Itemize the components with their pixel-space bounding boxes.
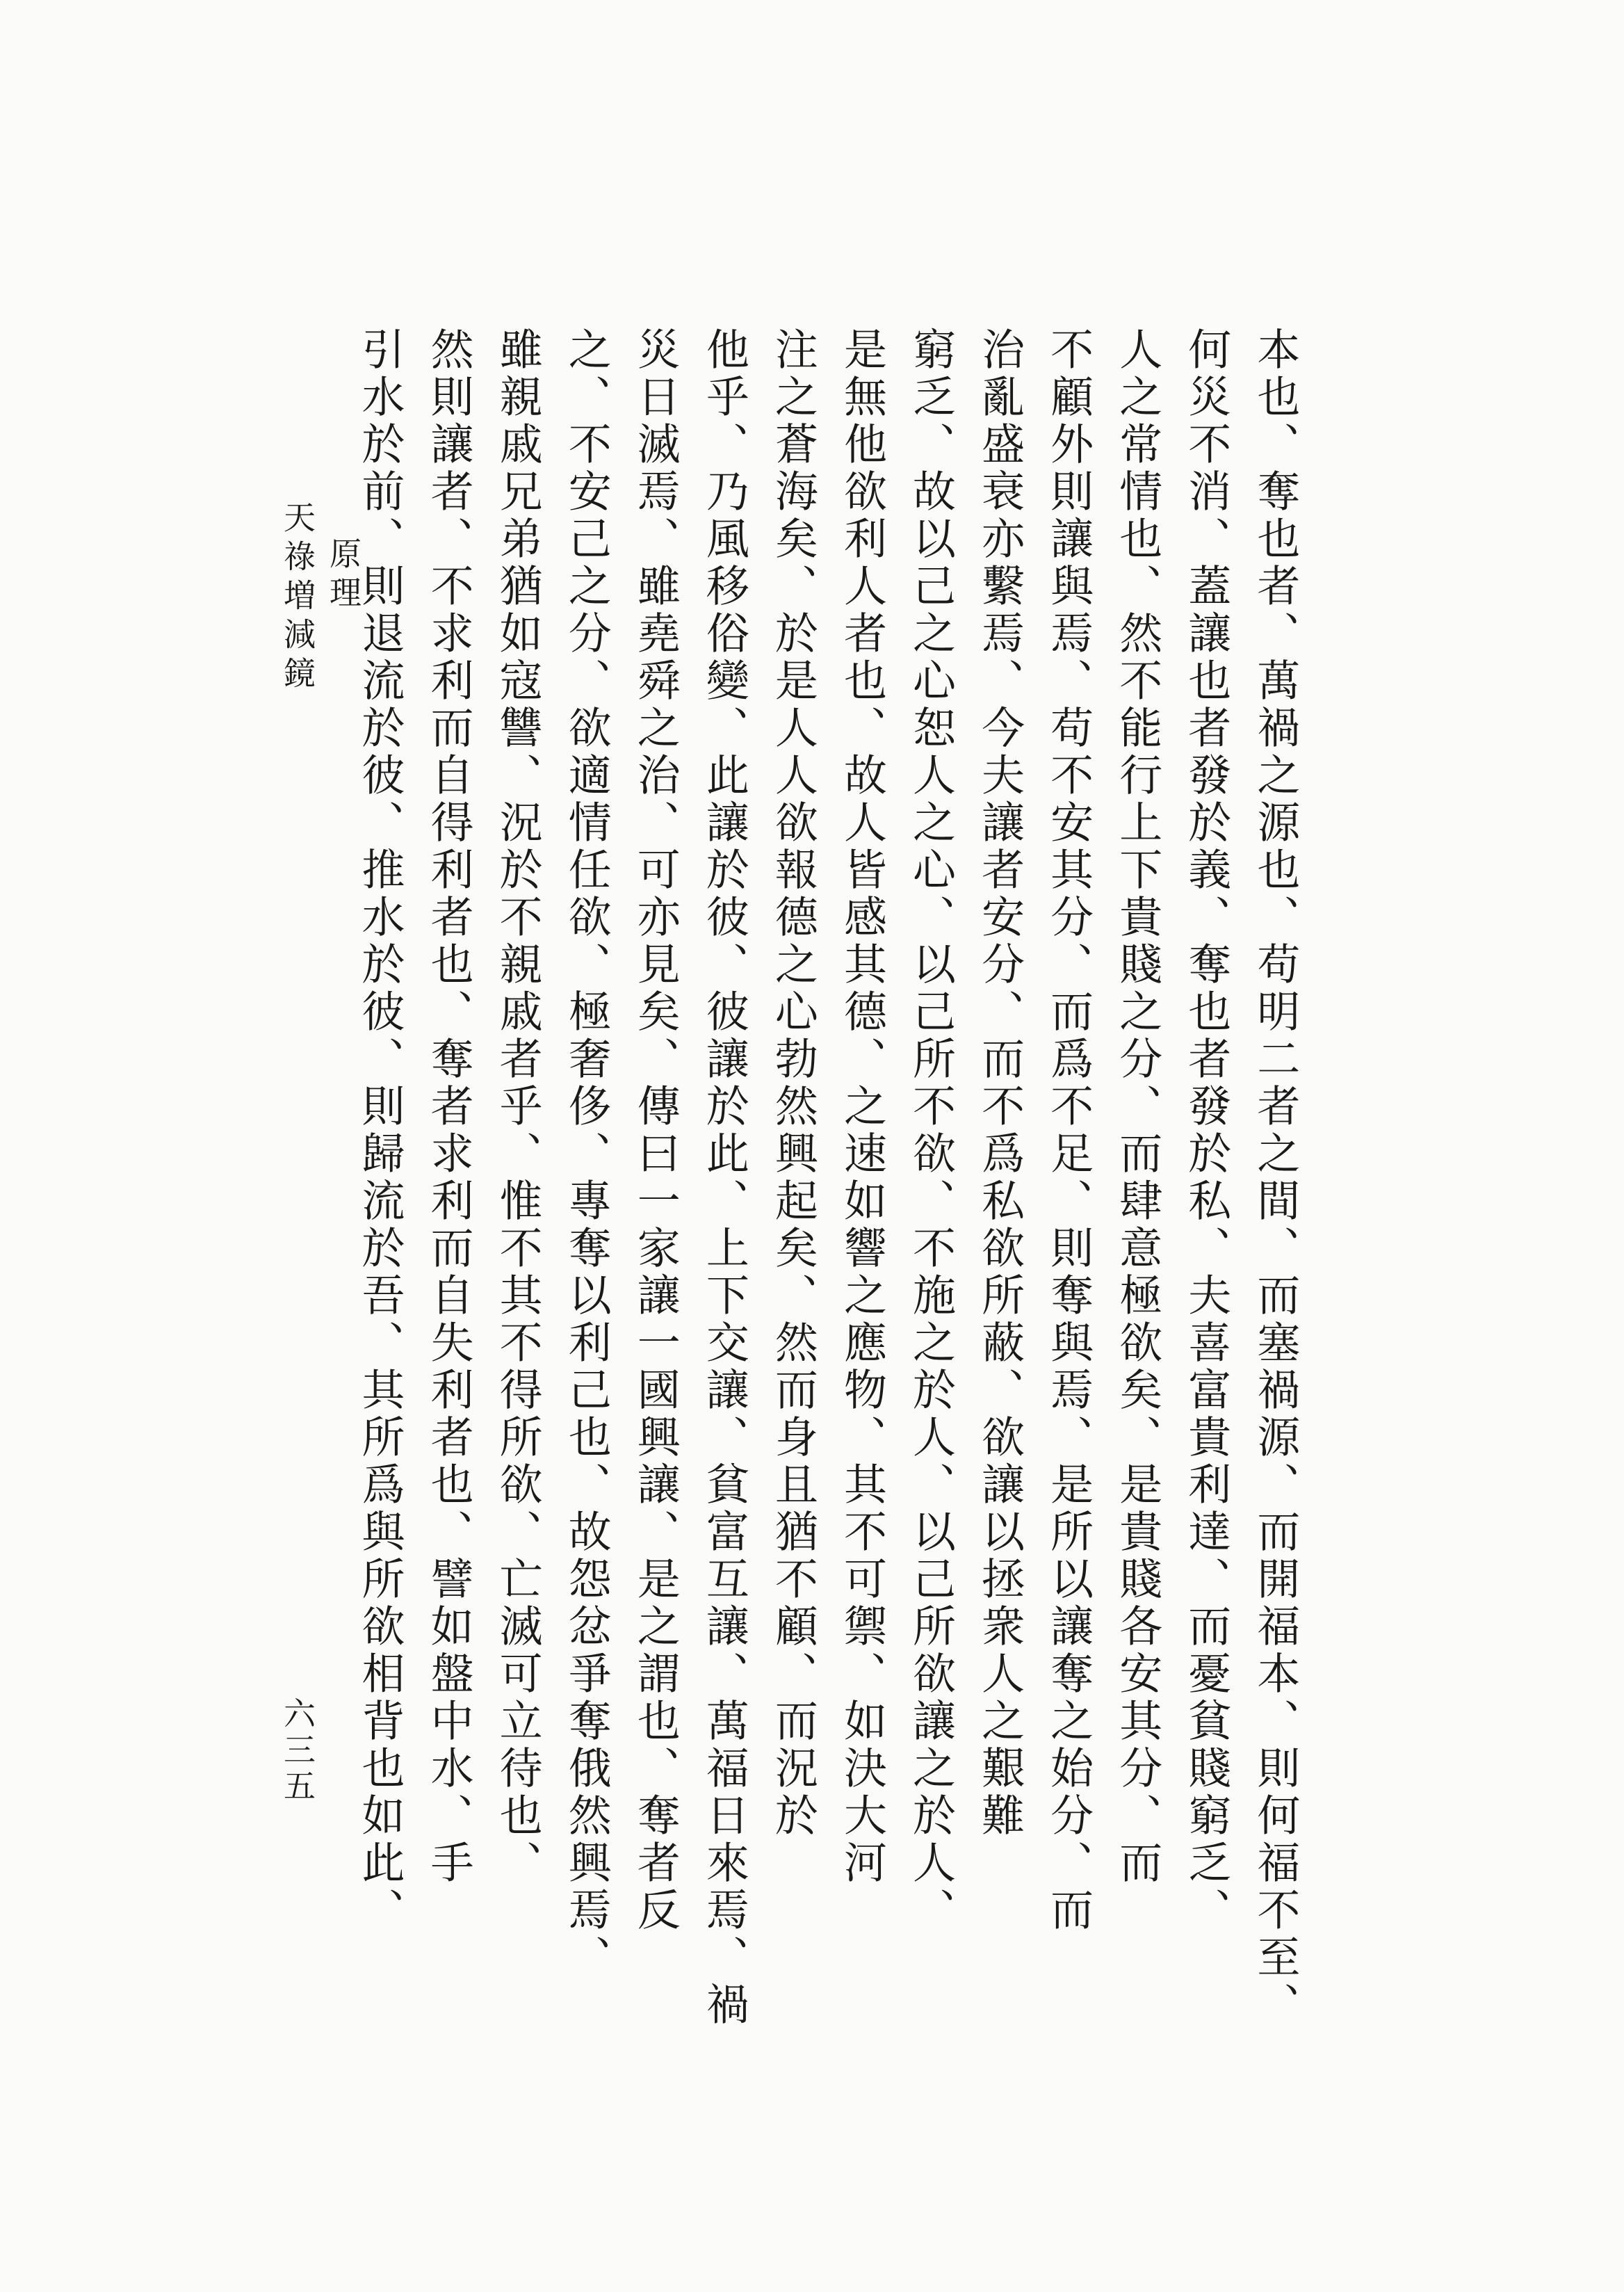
main-text-block [348,327,1307,2218]
text-column-12: 雖親戚兄弟猶如寇讐、況於不親戚者乎、惟不其不得所欲、亡滅可立待也、 [492,327,544,1887]
section-label: 原理 [325,537,362,615]
running-header [275,501,366,695]
text-column-4: 不顧外則讓與焉、苟不安其分、而爲不足、則奪與焉、是所以讓奪之始分、而 [1043,327,1094,1935]
text-column-10: 災日滅焉、雖堯舜之治、可亦見矣、傳曰一家讓一國興讓、是之謂也、奪者反 [630,327,681,1935]
text-column-7: 是無他欲利人者也、故人皆感其德、之速如響之應物、其不可禦、如決大河 [836,327,888,1887]
text-column-2: 何災不消、蓋讓也者發於義、奪也者發於私、夫喜富貴利達、而憂貧賤窮乏、 [1180,327,1232,1935]
text-column-1: 本也、奪也者、萬禍之源也、苟明二者之間、而塞禍源、而開福本、則何福不至、 [1249,327,1301,2029]
text-column-9: 他乎、乃風移俗變、此讓於彼、彼讓於此、上下交讓、貧富互讓、萬福日來焉、禍 [699,327,750,2029]
page-number: 六三五 [279,1697,316,1805]
text-column-13: 然則讓者、不求利而自得利者也、奪者求利而自失利者也、譬如盤中水、手 [423,327,475,1887]
book-title: 天祿増減鏡 [279,501,316,695]
text-column-11: 之、不安己之分、欲適情任欲、極奢侈、專奪以利己也、故怨忿爭奪俄然興焉、 [561,327,612,1982]
text-column-14: 引水於前、則退流於彼、推水於彼、則歸流於吾、其所爲與所欲相背也如此、 [355,327,405,1935]
text-column-3: 人之常情也、然不能行上下貴賤之分、而肆意極欲矣、是貴賤各安其分、而 [1112,327,1163,1887]
text-column-6: 窮乏、故以己之心恕人之心、以己所不欲、不施之於人、以己所欲讓之於人、 [905,327,957,1935]
text-column-8: 注之蒼海矣、於是人人欲報德之心勃然興起矣、然而身且猶不顧、而況於 [768,327,819,1840]
text-column-5: 治亂盛衰亦繫焉、今夫讓者安分、而不爲私欲所蔽、欲讓以拯衆人之艱難 [974,327,1025,1840]
